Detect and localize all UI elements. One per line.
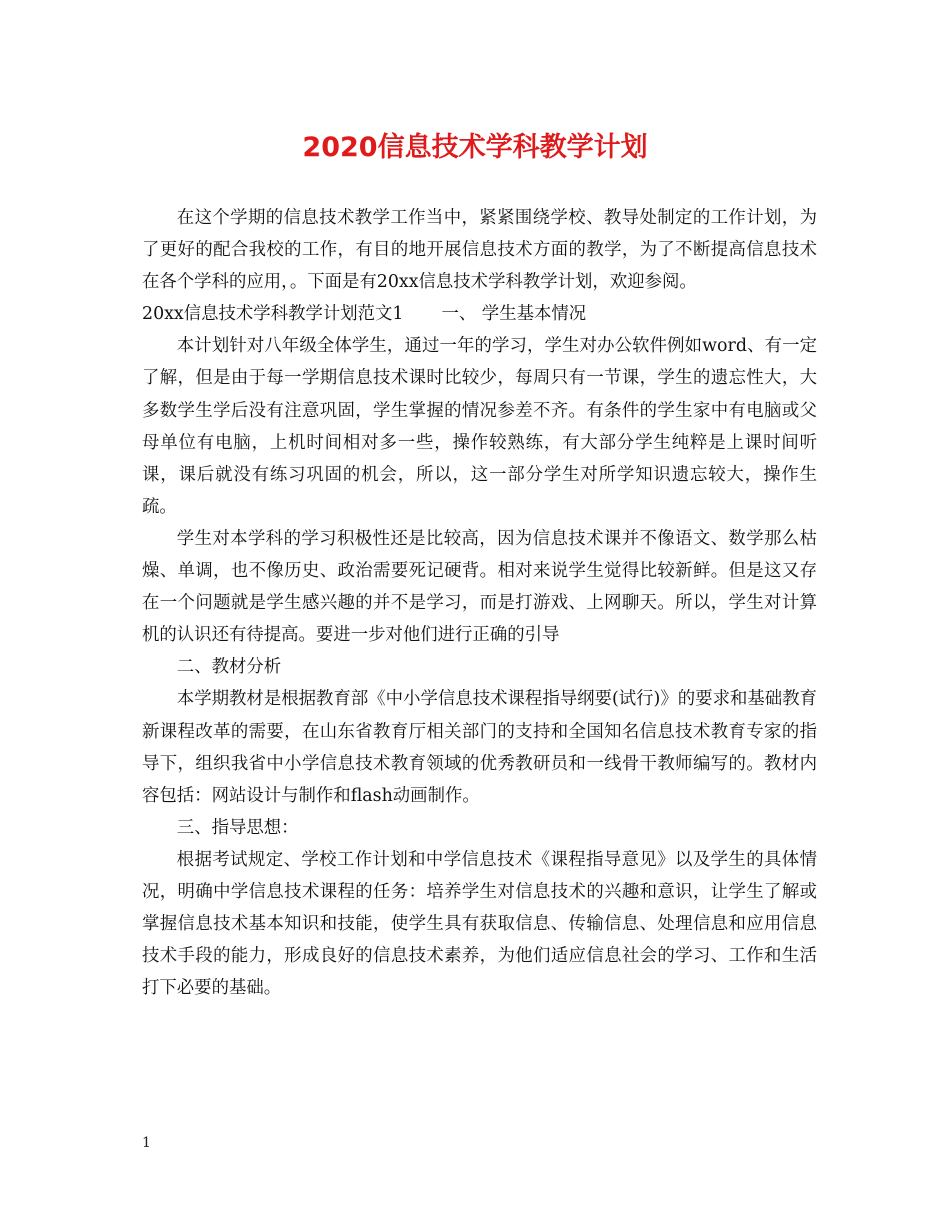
students-paragraph-1: 本计划针对八年级全体学生，通过一年的学习，学生对办公软件例如word、有一定了解，但是由于每一学期信息技术课时比较少，每周只有一节课，学生的遗忘性大，大多数学生学后没有注意巩固，学生掌握的情况参差不齐。有条件的学生家中有电脑或父母单位有电脑，上机时间相对多一些，操作较熟练，有大部分学生纯粹是上课时间听课，课后就没有练习巩固的机会，所以，这一部分学生对所学知识遗忘较大，操作生疏。 <box>142 336 817 517</box>
section-heading-textbook: 二、教材分析 <box>176 657 282 678</box>
guidance-paragraph: 根据考试规定、学校工作计划和中学信息技术《课程指导意见》以及学生的具体情况，明确中学信息技术课程的任务：培养学生对信息技术的兴趣和意识，让学生了解或掌握信息技术基本知识和技能，使学生具有获取信息、传输信息、处理信息和应用信息技术手段的能力，形成良好的信息技术素养，为他们适应信息社会的学习、工作和生活打下必要的基础。 <box>142 849 817 999</box>
section-heading-students: 一、 学生基本情况 <box>441 304 587 325</box>
section-heading-line <box>142 298 817 330</box>
section-heading-guidance: 三、指导思想： <box>176 817 299 838</box>
document-title: 2020信息技术学科教学计划 <box>302 132 648 163</box>
students-paragraph-2: 学生对本学科的学习积极性还是比较高，因为信息技术课并不像语文、数学那么枯燥、单调，也不像历史、政治需要死记硬背。相对来说学生觉得比较新鲜。但是这又存在一个问题就是学生感兴趣的并不是学习，而是打游戏、上网聊天。所以，学生对计算机的认识还有待提高。要进一步对他们进行正确的引导 <box>142 528 817 646</box>
textbook-paragraph: 本学期教材是根据教育部《中小学信息技术课程指导纲要(试行)》的要求和基础教育新课程改革的需要，在山东省教育厅相关部门的支持和全国知名信息技术教育专家的指导下，组织我省中小学信息技术教育领域的优秀教研员和一线骨干教师编写的。教材内容包括：网站设计与制作和flash动画制作。 <box>142 689 817 806</box>
page-number: 1 <box>142 1135 151 1151</box>
intro-paragraph: 在这个学期的信息技术教学工作当中，紧紧围绕学校、教导处制定的工作计划，为了更好的配合我校的工作，有目的地开展信息技术方面的教学，为了不断提高信息技术在各个学科的应用，。下面是有20xx信息技术学科教学计划，欢迎参阅。 <box>142 208 817 293</box>
document-body <box>142 202 817 1004</box>
plan-sample-label: 20xx信息技术学科教学计划范文1 <box>142 304 404 325</box>
